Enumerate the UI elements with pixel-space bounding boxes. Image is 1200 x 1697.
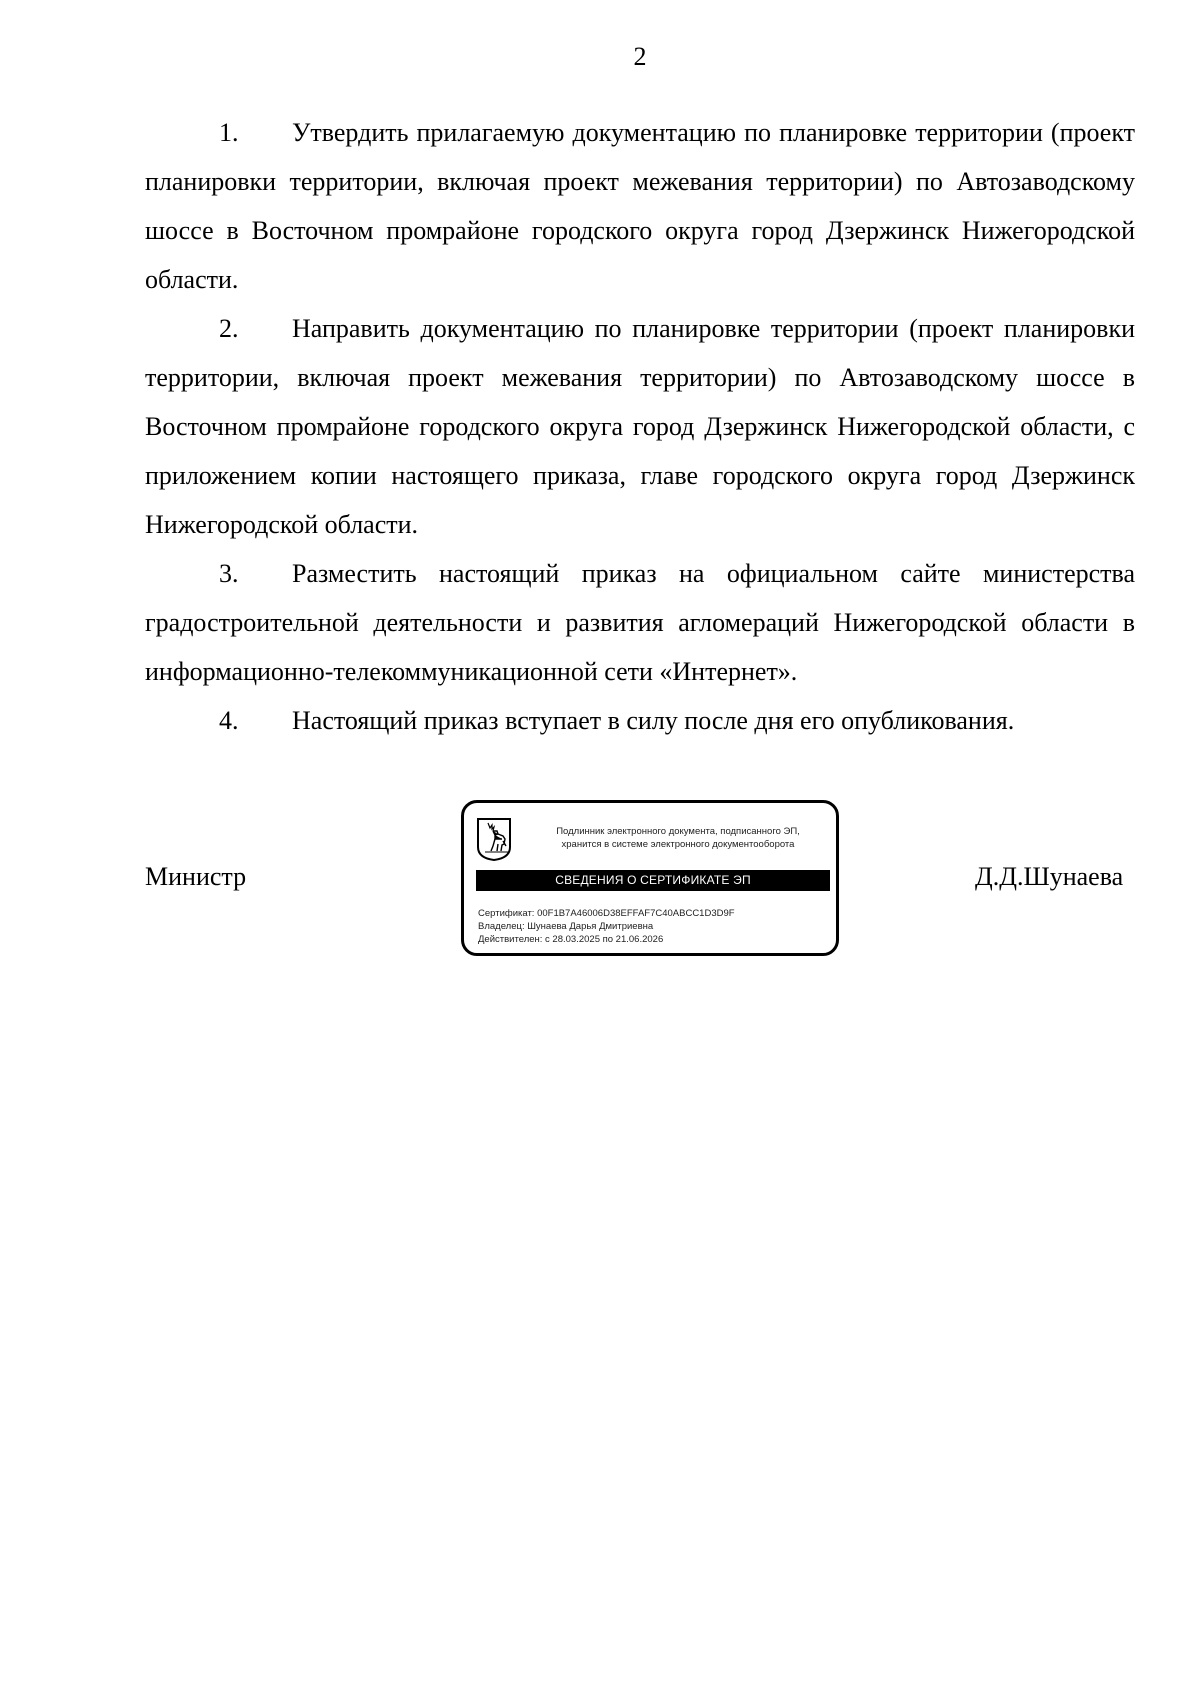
paragraph-text: Разместить настоящий приказ на официальном сайте министерства градостроительной деятельности и развития агломераций Нижегородской области в информационно-телекоммуникационной сети «Интернет». [145, 559, 1135, 686]
paragraph-3 [145, 549, 1135, 696]
nizhny-novgorod-deer-emblem-icon [476, 817, 512, 861]
stamp-title-bar: СВЕДЕНИЯ О СЕРТИФИКАТЕ ЭП [476, 870, 830, 891]
electronic-signature-stamp [461, 800, 839, 956]
stamp-header [528, 825, 828, 851]
paragraph-text: Настоящий приказ вступает в силу после дня его опубликования. [292, 706, 1015, 735]
paragraph-number: 3. [219, 559, 239, 588]
page-number: 2 [633, 42, 647, 71]
certificate-number: Сертификат: 00F1B7A46006D38EFFAF7C40ABCC1D3D9F [478, 908, 735, 919]
certificate-validity: Действителен: с 28.03.2025 по 21.06.2026 [478, 934, 664, 945]
paragraph-number: 2. [219, 314, 239, 343]
certificate-details [478, 907, 828, 946]
signatory-position: Министр [145, 862, 247, 891]
paragraph-number: 1. [219, 118, 239, 147]
stamp-header-line: хранится в системе электронного документооборота [561, 839, 795, 850]
document-body [145, 108, 1135, 745]
stamp-header-line: Подлинник электронного документа, подписанного ЭП, [556, 826, 800, 837]
paragraph-1 [145, 108, 1135, 304]
paragraph-2 [145, 304, 1135, 549]
signatory-name: Д.Д.Шунаева [975, 862, 1124, 891]
certificate-owner: Владелец: Шунаева Дарья Дмитриевна [478, 921, 654, 932]
paragraph-4 [145, 696, 1135, 745]
paragraph-number: 4. [219, 706, 239, 735]
paragraph-text: Утвердить прилагаемую документацию по планировке территории (проект планировки территории, включая проект межевания территории) по Автозаводскому шоссе в Восточном промрайоне городского округа город Дзержинск Нижегородской области. [145, 118, 1135, 294]
paragraph-text: Направить документацию по планировке территории (проект планировки территории, включая проект межевания территории) по Автозаводскому шоссе в Восточном промрайоне городского округа город Дзержинск Нижегородской области, с приложением копии настоящего приказа, главе городского округа город Дзержинск Нижегородской области. [145, 314, 1135, 539]
